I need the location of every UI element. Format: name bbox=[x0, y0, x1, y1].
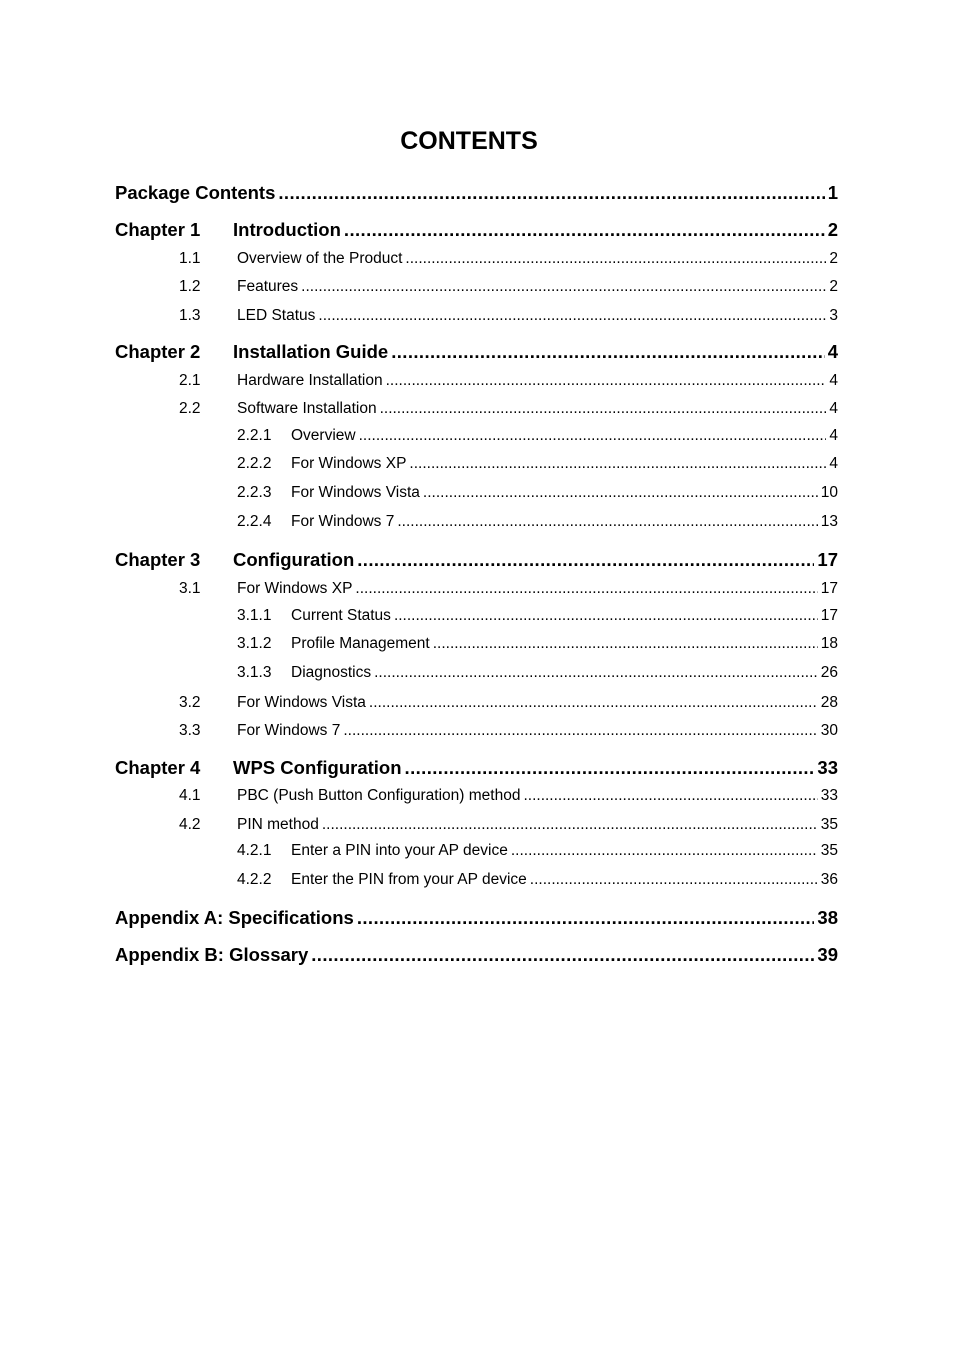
toc-entry[interactable] bbox=[237, 483, 838, 503]
toc-entry[interactable] bbox=[179, 721, 838, 741]
toc-leader-dots bbox=[391, 340, 824, 364]
toc-leader-dots bbox=[405, 756, 815, 780]
toc-entry-number: 2.2.3 bbox=[237, 484, 272, 501]
toc-entry-title: PIN method bbox=[237, 816, 319, 833]
toc-entry[interactable] bbox=[115, 340, 838, 364]
toc-entry-page: 26 bbox=[820, 664, 838, 681]
toc-entry[interactable] bbox=[237, 870, 838, 890]
toc-entry[interactable] bbox=[179, 277, 838, 297]
toc-leader-dots bbox=[318, 306, 826, 326]
toc-entry-page: 4 bbox=[829, 427, 838, 444]
toc-entry-number: 3.1.1 bbox=[237, 607, 272, 624]
toc-entry-title: Overview of the Product bbox=[237, 250, 403, 267]
toc-entry-page: 1 bbox=[827, 182, 838, 203]
toc-entry[interactable] bbox=[115, 181, 838, 205]
toc-leader-dots bbox=[369, 693, 818, 713]
page-title: CONTENTS bbox=[400, 127, 538, 155]
toc-leader-dots bbox=[386, 371, 827, 391]
toc-leader-dots bbox=[409, 454, 826, 474]
toc-entry[interactable] bbox=[179, 579, 838, 599]
toc-entry-number: 1.2 bbox=[179, 278, 201, 295]
toc-entry-page: 2 bbox=[829, 250, 838, 267]
toc-entry-number: 1.1 bbox=[179, 250, 201, 267]
toc-leader-dots bbox=[357, 548, 814, 572]
toc-entry[interactable] bbox=[179, 399, 838, 419]
toc-entry[interactable] bbox=[179, 786, 838, 806]
toc-entry-page: 36 bbox=[820, 871, 838, 888]
toc-entry-title: For Windows 7 bbox=[237, 722, 341, 739]
toc-entry-title: Software Installation bbox=[237, 400, 377, 417]
toc-entry-number: 2.2.4 bbox=[237, 513, 272, 530]
toc-entry-page: 4 bbox=[829, 372, 838, 389]
toc-entry-page: 33 bbox=[820, 787, 838, 804]
toc-entry[interactable] bbox=[179, 306, 838, 326]
toc-entry-title: Profile Management bbox=[291, 635, 430, 652]
toc-entry-page: 28 bbox=[820, 694, 838, 711]
toc-entry-number: 1.3 bbox=[179, 307, 201, 324]
toc-entry-title: For Windows XP bbox=[291, 455, 407, 472]
toc-entry-page: 17 bbox=[820, 580, 838, 597]
toc-entry-title: Diagnostics bbox=[291, 664, 372, 681]
toc-entry[interactable] bbox=[237, 634, 838, 654]
toc-entry-title: For Windows 7 bbox=[291, 513, 395, 530]
toc-leader-dots bbox=[433, 634, 818, 654]
toc-leader-dots bbox=[355, 579, 817, 599]
toc-entry-number: 3.3 bbox=[179, 722, 201, 739]
toc-leader-dots bbox=[278, 181, 824, 205]
toc-entry-number: 2.2 bbox=[179, 400, 201, 417]
toc-entry[interactable] bbox=[115, 906, 838, 930]
toc-entry-title: Configuration bbox=[233, 549, 355, 570]
toc-entry-number: 3.1.3 bbox=[237, 664, 272, 681]
toc-entry[interactable] bbox=[237, 606, 838, 626]
toc-entry-page: 39 bbox=[817, 944, 838, 965]
toc-entry-title: Current Status bbox=[291, 607, 391, 624]
toc-entry-page: 3 bbox=[829, 307, 838, 324]
toc-entry-page: 38 bbox=[817, 907, 838, 928]
toc-entry[interactable] bbox=[237, 454, 838, 474]
toc-entry-title: For Windows XP bbox=[237, 580, 353, 597]
toc-entry-title: Features bbox=[237, 278, 299, 295]
toc-entry-number: 3.2 bbox=[179, 694, 201, 711]
toc-entry-page: 35 bbox=[820, 842, 838, 859]
toc-entry-title: Enter the PIN from your AP device bbox=[291, 871, 527, 888]
toc-leader-dots bbox=[523, 786, 817, 806]
toc-entry-number: 3.1 bbox=[179, 580, 201, 597]
toc-leader-dots bbox=[343, 721, 817, 741]
toc-leader-dots bbox=[511, 841, 818, 861]
toc-leader-dots bbox=[301, 277, 826, 297]
toc-leader-dots bbox=[394, 606, 818, 626]
toc-entry[interactable] bbox=[179, 693, 838, 713]
toc-entry[interactable] bbox=[237, 512, 838, 532]
toc-entry-page: 2 bbox=[827, 219, 838, 240]
toc-entry-page: 33 bbox=[817, 757, 838, 778]
toc-entry-number: Chapter 2 bbox=[115, 341, 201, 362]
toc-entry-title: Appendix A: Specifications bbox=[115, 907, 354, 928]
toc-entry-number: 3.1.2 bbox=[237, 635, 272, 652]
toc-entry[interactable] bbox=[237, 841, 838, 861]
toc-entry-title: For Windows Vista bbox=[291, 484, 420, 501]
toc-entry[interactable] bbox=[179, 249, 838, 269]
toc-entry[interactable] bbox=[115, 756, 838, 780]
toc-entry[interactable] bbox=[115, 218, 838, 242]
toc-entry-number: 4.2.1 bbox=[237, 842, 272, 859]
toc-entry-number: 2.2.1 bbox=[237, 427, 272, 444]
toc-leader-dots bbox=[311, 943, 814, 967]
toc-entry-title: Installation Guide bbox=[233, 341, 389, 362]
toc-entry-number: Chapter 4 bbox=[115, 757, 201, 778]
toc-entry-number: Chapter 3 bbox=[115, 549, 201, 570]
toc-entry-page: 4 bbox=[829, 400, 838, 417]
toc-leader-dots bbox=[359, 426, 827, 446]
toc-entry-title: Overview bbox=[291, 427, 356, 444]
toc-entry-page: 10 bbox=[820, 484, 838, 501]
toc-entry-title: WPS Configuration bbox=[233, 757, 402, 778]
toc-entry-number: 4.2 bbox=[179, 816, 201, 833]
toc-entry[interactable] bbox=[115, 943, 838, 967]
toc-entry-page: 17 bbox=[817, 549, 838, 570]
toc-entry-title: Hardware Installation bbox=[237, 372, 383, 389]
toc-entry-page: 18 bbox=[820, 635, 838, 652]
toc-entry-page: 35 bbox=[820, 816, 838, 833]
toc-entry[interactable] bbox=[179, 815, 838, 835]
toc-leader-dots bbox=[380, 399, 827, 419]
toc-entry-page: 4 bbox=[827, 341, 838, 362]
toc-entry-number: 2.1 bbox=[179, 372, 201, 389]
toc-entry-number: 2.2.2 bbox=[237, 455, 272, 472]
toc-entry-title: Appendix B: Glossary bbox=[115, 944, 309, 965]
toc-entry-page: 4 bbox=[829, 455, 838, 472]
toc-entry-title: Package Contents bbox=[115, 182, 276, 203]
toc-leader-dots bbox=[397, 512, 817, 532]
toc-entry-title: PBC (Push Button Configuration) method bbox=[237, 787, 521, 804]
toc-entry-page: 13 bbox=[820, 513, 838, 530]
toc-leader-dots bbox=[423, 483, 818, 503]
toc-entry-title: Introduction bbox=[233, 219, 341, 240]
toc-entry-page: 30 bbox=[820, 722, 838, 739]
toc-entry-title: For Windows Vista bbox=[237, 694, 366, 711]
toc-entry[interactable] bbox=[179, 371, 838, 391]
toc-entry[interactable] bbox=[237, 663, 838, 683]
toc-leader-dots bbox=[405, 249, 826, 269]
toc-entry-page: 2 bbox=[829, 278, 838, 295]
toc-leader-dots bbox=[374, 663, 818, 683]
toc-entry-title: LED Status bbox=[237, 307, 316, 324]
toc-entry-number: 4.2.2 bbox=[237, 871, 272, 888]
toc-entry-title: Enter a PIN into your AP device bbox=[291, 842, 508, 859]
toc-entry[interactable] bbox=[115, 548, 838, 572]
toc-leader-dots bbox=[357, 906, 815, 930]
toc-leader-dots bbox=[322, 815, 818, 835]
toc-entry-number: Chapter 1 bbox=[115, 219, 201, 240]
toc-entry-page: 17 bbox=[820, 607, 838, 624]
toc-leader-dots bbox=[344, 218, 825, 242]
toc-entry-number: 4.1 bbox=[179, 787, 201, 804]
toc-leader-dots bbox=[530, 870, 818, 890]
toc-entry[interactable] bbox=[237, 426, 838, 446]
